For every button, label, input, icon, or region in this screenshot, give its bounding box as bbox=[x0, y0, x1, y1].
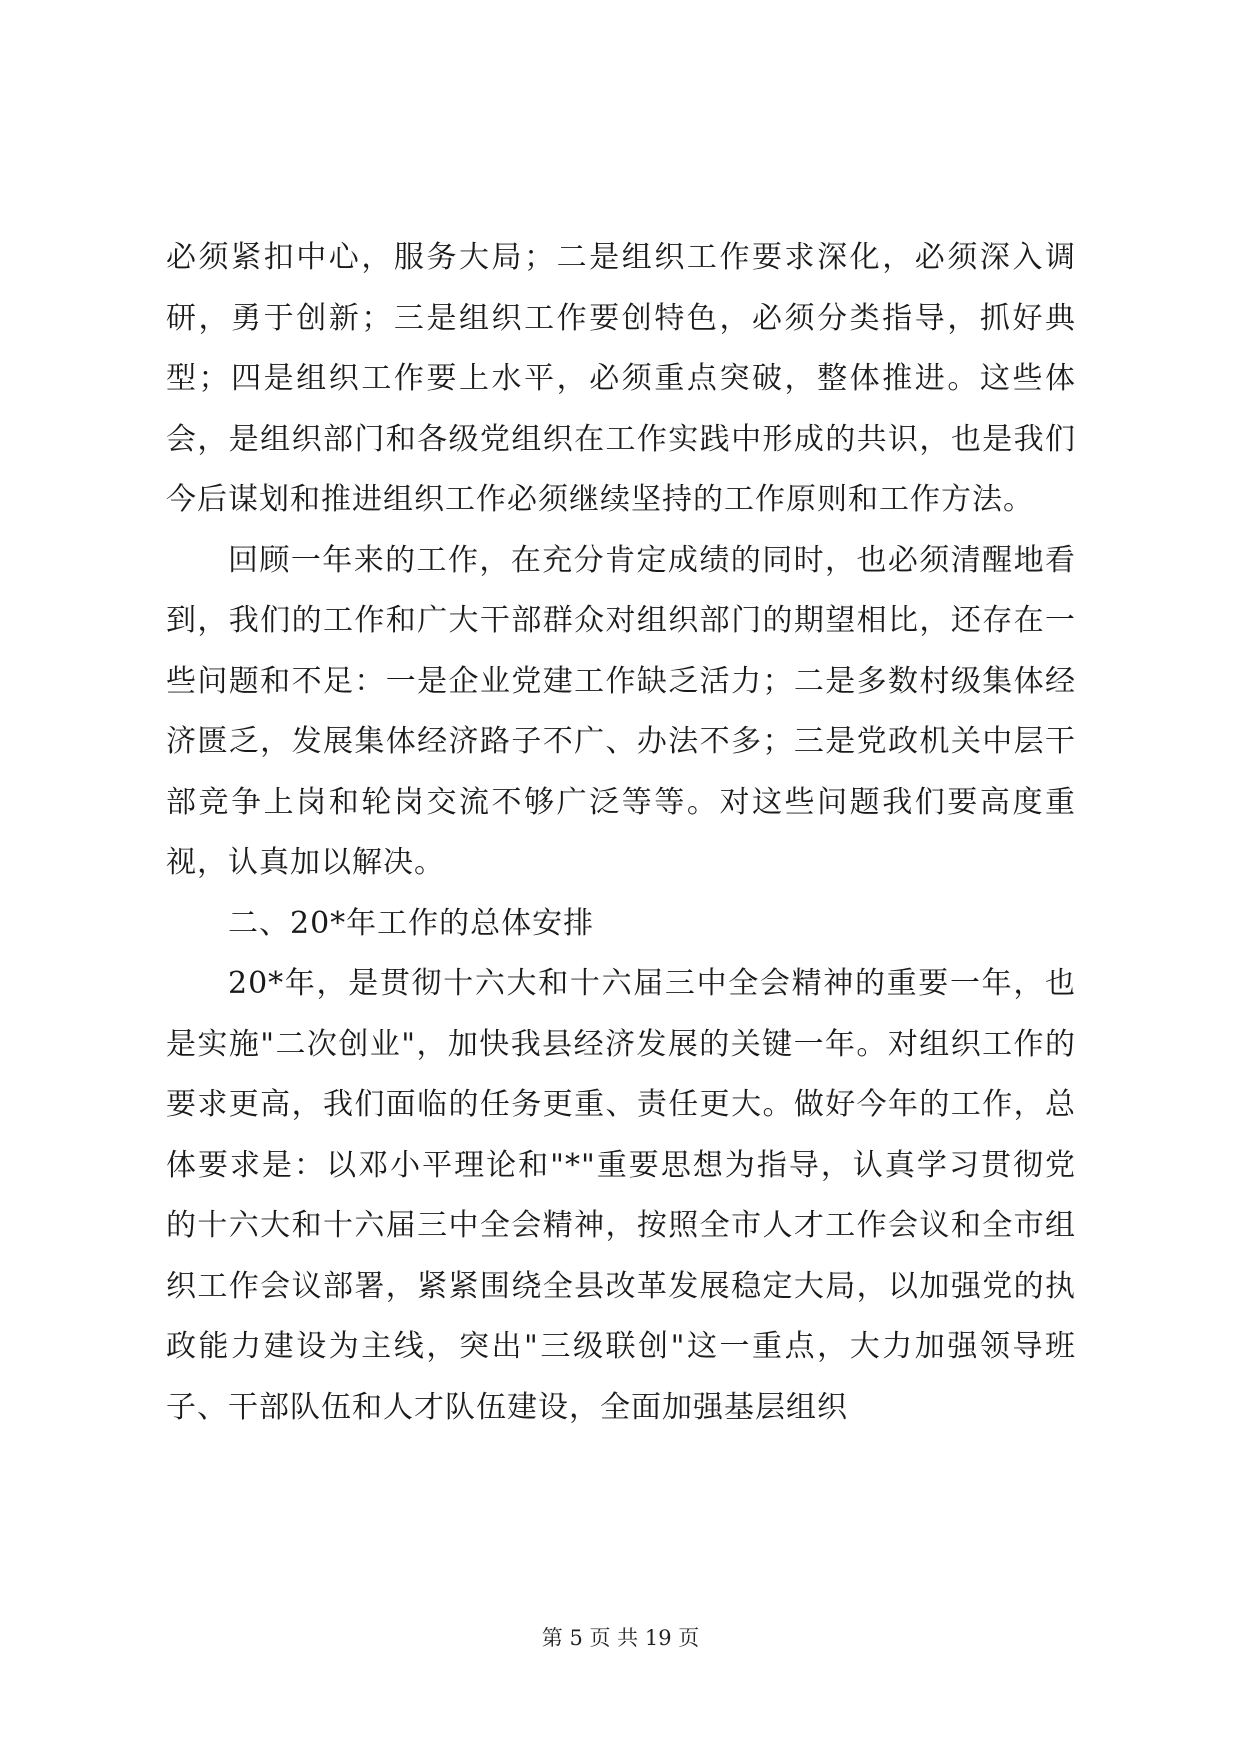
document-body bbox=[166, 228, 1076, 1438]
section-heading: 二、20*年工作的总体安排 bbox=[228, 905, 595, 941]
paragraph-2: 回顾一年来的工作，在充分肯定成绩的同时，也必须清醒地看到，我们的工作和广大干部群众对组织部门的期望相比，还存在一些问题和不足：一是企业党建工作缺乏活力；二是多数村级集体经济匮乏，发展集体经济路子不广、办法不多；三是党政机关中层干部竞争上岗和轮岗交流不够广泛等等。对这些问题我们要高度重视，认真加以解决。 bbox=[166, 542, 1076, 880]
paragraph-1: 必须紧扣中心，服务大局；二是组织工作要求深化，必须深入调研，勇于创新；三是组织工作要创特色，必须分类指导，抓好典型；四是组织工作要上水平，必须重点突破，整体推进。这些体会，是组织部门和各级党组织在工作实践中形成的共识，也是我们今后谋划和推进组织工作必须继续坚持的工作原则和工作方法。 bbox=[166, 240, 1076, 517]
paragraph-3: 20*年，是贯彻十六大和十六届三中全会精神的重要一年，也是实施"二次创业"，加快我县经济发展的关键一年。对组织工作的要求更高，我们面临的任务更重、责任更大。做好今年的工作，总体要求是：以邓小平理论和"*"重要思想为指导，认真学习贯彻党的十六大和十六届三中全会精神，按照全市人才工作会议和全市组织工作会议部署，紧紧围绕全县改革发展稳定大局，以加强党的执政能力建设为主线，突出"三级联创"这一重点，大力加强领导班子、干部队伍和人才队伍建设，全面加强基层组织 bbox=[166, 966, 1076, 1425]
page-number-footer: 第 5 页 共 19 页 bbox=[541, 1626, 700, 1650]
